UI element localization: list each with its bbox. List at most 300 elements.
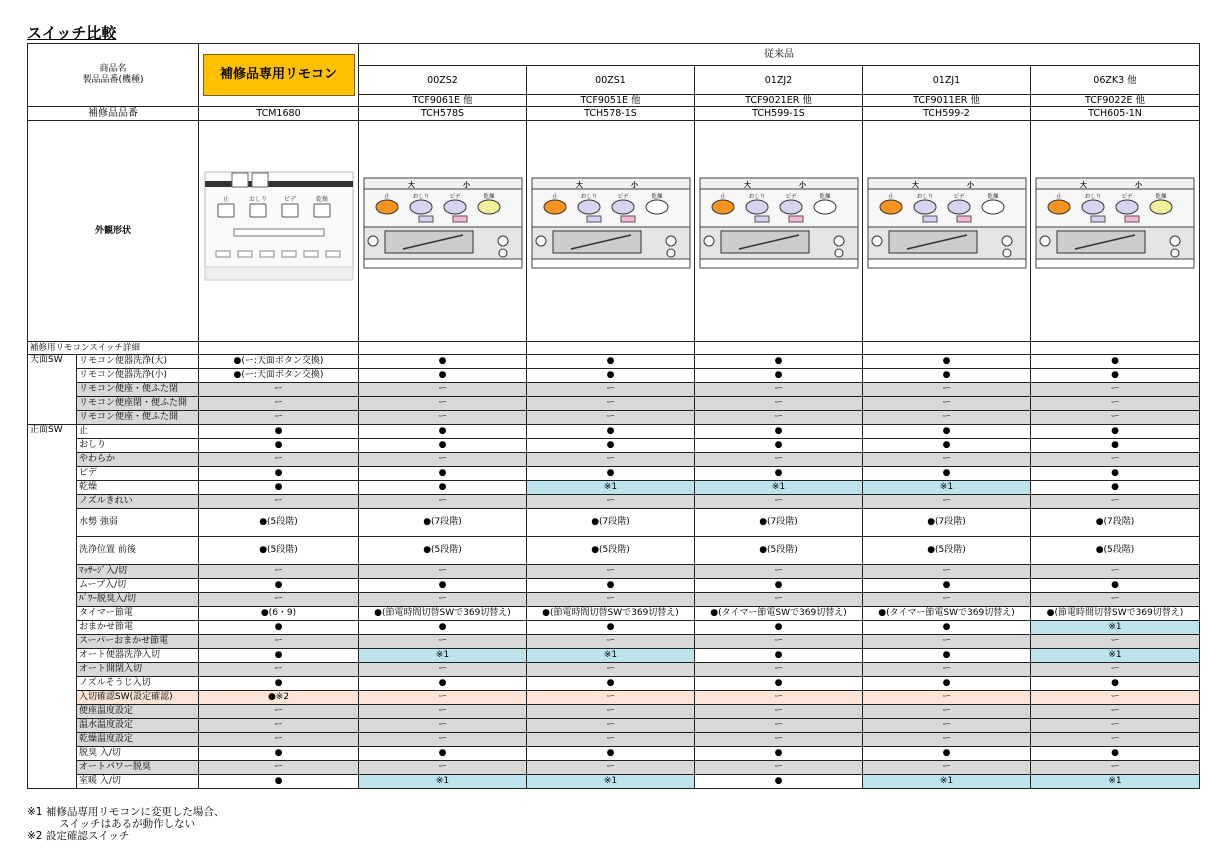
section-label [28, 747, 77, 761]
model-name: 01ZJ2 [695, 66, 863, 95]
feature-value: ー [1031, 705, 1200, 719]
feature-value: ー [863, 663, 1031, 677]
footnotes [27, 806, 224, 842]
feature-value: ●(タイマー節電SWで369切替え) [863, 607, 1031, 621]
feature-value: ー [527, 383, 695, 397]
switch-comparison-table [27, 43, 1200, 789]
feature-label: 脱臭 入/切 [77, 747, 199, 761]
feature-value: ー [359, 397, 527, 411]
feature-value: ー [1031, 719, 1200, 733]
feature-value: ー [863, 495, 1031, 509]
feature-value: ● [359, 481, 527, 495]
feature-value: ● [1031, 481, 1200, 495]
product-number: TCF9051E 他 [527, 95, 695, 107]
conventional-remote-appearance [1031, 121, 1200, 342]
section-label [28, 439, 77, 453]
feature-value: ー [527, 635, 695, 649]
svg-text:乾燥: 乾燥 [482, 194, 495, 200]
feature-value: ー [199, 383, 359, 397]
table-row [28, 495, 1200, 509]
feature-label: スーパーおまかせ節電 [77, 635, 199, 649]
feature-value: ー [359, 495, 527, 509]
feature-label: リモコン便器洗浄(小) [77, 369, 199, 383]
section-label [28, 397, 77, 411]
svg-text:小: 小 [630, 181, 638, 189]
feature-value: ● [863, 747, 1031, 761]
conventional-remote-appearance [695, 121, 863, 342]
table-row [28, 677, 1200, 691]
feature-value: ● [199, 439, 359, 453]
feature-value: ー [863, 761, 1031, 775]
feature-value: ー [863, 705, 1031, 719]
svg-text:止: 止 [383, 194, 390, 200]
feature-value: ● [199, 649, 359, 663]
feature-value: ー [1031, 593, 1200, 607]
feature-value: ー [695, 593, 863, 607]
svg-text:止: 止 [551, 194, 558, 200]
feature-label: 乾燥 [77, 481, 199, 495]
feature-value: ー [695, 453, 863, 467]
section-label [28, 775, 77, 789]
repair-number: TCH578S [359, 107, 527, 121]
feature-value: ● [199, 677, 359, 691]
svg-text:乾燥: 乾燥 [315, 196, 328, 203]
feature-value: ● [695, 621, 863, 635]
feature-value: ● [695, 775, 863, 789]
feature-value: ● [1031, 579, 1200, 593]
feature-value: ー [1031, 761, 1200, 775]
feature-value: ー [359, 691, 527, 705]
table-row [28, 481, 1200, 495]
feature-label: おしり [77, 439, 199, 453]
feature-value: ※1 [1031, 621, 1200, 635]
svg-text:おしり: おしり [412, 194, 429, 200]
feature-value: ●(7段階) [695, 509, 863, 537]
feature-value: ● [359, 467, 527, 481]
feature-value: ● [199, 775, 359, 789]
feature-value: ● [527, 369, 695, 383]
svg-text:小: 小 [1135, 181, 1142, 189]
feature-value: ー [1031, 383, 1200, 397]
feature-value: ● [359, 677, 527, 691]
feature-value: ー [1031, 411, 1200, 425]
feature-label: オート開閉入切 [77, 663, 199, 677]
feature-value: ー [527, 761, 695, 775]
table-row [28, 453, 1200, 467]
section-label [28, 537, 77, 565]
feature-value: ※1 [527, 649, 695, 663]
svg-text:止: 止 [719, 194, 726, 200]
feature-value: ● [527, 355, 695, 369]
feature-value: ● [695, 649, 863, 663]
section-label [28, 453, 77, 467]
feature-value: ー [527, 495, 695, 509]
feature-value: ●(7段階) [527, 509, 695, 537]
table-row [28, 649, 1200, 663]
feature-value: ※1 [863, 481, 1031, 495]
feature-label: リモコン便座・便ふた開 [77, 411, 199, 425]
feature-label: ﾏｯｻｰｼﾞ入/切 [77, 565, 199, 579]
product-number: TCF9021ER 他 [695, 95, 863, 107]
table-row [28, 733, 1200, 747]
page-title: スイッチ比較 [27, 24, 117, 42]
footnote-1-line1: ※1 補修品専用リモコンに変更した場合、 [27, 806, 225, 818]
feature-value: ー [863, 635, 1031, 649]
feature-value: ● [199, 467, 359, 481]
section-label [28, 761, 77, 775]
feature-value: ● [863, 621, 1031, 635]
feature-value: ● [863, 579, 1031, 593]
feature-value: ● [527, 425, 695, 439]
feature-value: ー [1031, 733, 1200, 747]
section-label [28, 481, 77, 495]
footnote-2: ※2 設定確認スイッチ [27, 830, 130, 842]
svg-text:おしり: おしり [580, 194, 597, 200]
feature-label: リモコン便座閉・便ふた開 [77, 397, 199, 411]
feature-value: ー [695, 383, 863, 397]
conventional-remote-image [867, 177, 1027, 269]
feature-value: ー [695, 495, 863, 509]
feature-value: ● [695, 369, 863, 383]
feature-value: ●(節電時間切替SWで369切替え) [1031, 607, 1200, 621]
feature-value: ー [359, 761, 527, 775]
svg-text:おしり: おしり [248, 196, 267, 203]
feature-value: ー [863, 719, 1031, 733]
feature-value: ● [359, 621, 527, 635]
feature-value: ● [863, 439, 1031, 453]
svg-text:止: 止 [1056, 194, 1062, 200]
feature-value: ー [359, 733, 527, 747]
feature-value: ※1 [359, 649, 527, 663]
feature-value: ●(ー:天面ボタン交換) [199, 369, 359, 383]
svg-text:乾燥: 乾燥 [986, 194, 999, 200]
section-label: 正面SW [28, 425, 77, 439]
feature-value: ● [527, 747, 695, 761]
feature-value: ● [527, 579, 695, 593]
feature-value: ー [1031, 397, 1200, 411]
section-label [28, 495, 77, 509]
footnote-1-line2: スイッチはあるが動作しない [59, 818, 196, 830]
model-name: 00ZS2 [359, 66, 527, 95]
feature-value: ※1 [863, 775, 1031, 789]
feature-value: ●(節電時間切替SWで369切替え) [359, 607, 527, 621]
model-name: 00ZS1 [527, 66, 695, 95]
svg-text:小: 小 [462, 181, 470, 189]
svg-text:ビデ: ビデ [616, 194, 629, 200]
feature-value: ●(7段階) [1031, 509, 1200, 537]
feature-value: ● [199, 621, 359, 635]
svg-text:おしり: おしり [916, 194, 933, 200]
svg-text:大: 大 [407, 181, 415, 189]
feature-value: ※1 [695, 481, 863, 495]
table-row [28, 719, 1200, 733]
conventional-remote-appearance [863, 121, 1031, 342]
svg-text:止: 止 [887, 194, 894, 200]
table-row [28, 425, 1200, 439]
feature-value: ● [199, 747, 359, 761]
product-number: TCF9011ER 他 [863, 95, 1031, 107]
section-label [28, 635, 77, 649]
feature-value: ● [695, 425, 863, 439]
feature-value: ●(タイマー節電SWで369切替え) [695, 607, 863, 621]
table-row [28, 369, 1200, 383]
svg-text:止: 止 [222, 196, 229, 203]
table-row [28, 579, 1200, 593]
feature-value: ● [695, 439, 863, 453]
svg-text:大: 大 [911, 181, 919, 189]
feature-value: ● [199, 481, 359, 495]
section-label [28, 369, 77, 383]
feature-label: 乾燥温度設定 [77, 733, 199, 747]
feature-value: ー [695, 733, 863, 747]
feature-value: ※1 [1031, 775, 1200, 789]
table-row [28, 397, 1200, 411]
feature-label: オート便器洗浄入切 [77, 649, 199, 663]
feature-value: ー [199, 733, 359, 747]
feature-value: ● [863, 649, 1031, 663]
conventional-remote-image [1035, 177, 1195, 269]
feature-label: 温水温度設定 [77, 719, 199, 733]
feature-label: タイマー節電 [77, 607, 199, 621]
section-label [28, 719, 77, 733]
svg-text:ビデ: ビデ [283, 196, 296, 203]
feature-value: ● [359, 425, 527, 439]
feature-value: ● [359, 579, 527, 593]
feature-value: ● [359, 369, 527, 383]
section-label [28, 649, 77, 663]
feature-value: ー [199, 635, 359, 649]
section-label [28, 663, 77, 677]
feature-value: ● [1031, 439, 1200, 453]
feature-label: やわらか [77, 453, 199, 467]
feature-value: ●(7段階) [359, 509, 527, 537]
svg-text:小: 小 [798, 181, 806, 189]
feature-value: ー [695, 565, 863, 579]
section-label [28, 411, 77, 425]
section-label [28, 607, 77, 621]
feature-value: ー [695, 663, 863, 677]
table-row [28, 411, 1200, 425]
repair-number: TCH578-1S [527, 107, 695, 121]
feature-value: ● [863, 369, 1031, 383]
feature-value: ー [199, 495, 359, 509]
section-label [28, 509, 77, 537]
section-label [28, 565, 77, 579]
product-label-line2: 製品品番(機種) [82, 75, 144, 85]
feature-value: ● [359, 747, 527, 761]
table-row [28, 537, 1200, 565]
special-remote-cell [199, 44, 359, 107]
feature-value: ●(5段階) [527, 537, 695, 565]
table-row [28, 775, 1200, 789]
feature-value: ● [359, 439, 527, 453]
detail-header: 補修用リモコンスイッチ詳細 [28, 342, 199, 355]
feature-value: ー [359, 383, 527, 397]
special-remote-appearance [199, 121, 359, 342]
feature-value: ●(5段階) [199, 509, 359, 537]
feature-label: 入切確認SW(設定確認) [77, 691, 199, 705]
feature-value: ー [527, 719, 695, 733]
svg-text:ビデ: ビデ [1121, 194, 1133, 200]
svg-text:大: 大 [743, 181, 751, 189]
table-row [28, 383, 1200, 397]
svg-text:おしり: おしり [748, 194, 765, 200]
feature-value: ー [863, 411, 1031, 425]
feature-value: ー [695, 719, 863, 733]
table-row [28, 509, 1200, 537]
feature-value: ●(5段階) [1031, 537, 1200, 565]
feature-value: ●(ー:天面ボタン交換) [199, 355, 359, 369]
feature-value: ● [359, 355, 527, 369]
section-label [28, 593, 77, 607]
conventional-header: 従来品 [359, 44, 1200, 66]
feature-value: ● [199, 425, 359, 439]
table-row [28, 593, 1200, 607]
model-name: 01ZJ1 [863, 66, 1031, 95]
table-row [28, 691, 1200, 705]
section-label [28, 579, 77, 593]
feature-value: ー [863, 565, 1031, 579]
feature-value: ● [527, 439, 695, 453]
conventional-remote-image [531, 177, 691, 269]
feature-value: ー [1031, 565, 1200, 579]
feature-label: ﾊﾟﾜｰ脱臭入/切 [77, 593, 199, 607]
section-label: 天面SW [28, 355, 77, 369]
repair-number: TCM1680 [199, 107, 359, 121]
table-row [28, 663, 1200, 677]
svg-text:大: 大 [1080, 181, 1087, 189]
feature-value: ● [863, 355, 1031, 369]
table-row [28, 705, 1200, 719]
feature-value: ※1 [527, 775, 695, 789]
feature-value: ● [695, 355, 863, 369]
feature-value: ー [1031, 663, 1200, 677]
feature-value: ー [1031, 635, 1200, 649]
conventional-remote-image [363, 177, 523, 269]
feature-value: ー [199, 411, 359, 425]
feature-label: ノズルきれい [77, 495, 199, 509]
svg-text:乾燥: 乾燥 [650, 194, 663, 200]
feature-value: ー [527, 691, 695, 705]
feature-value: ● [695, 677, 863, 691]
product-name-header [28, 44, 199, 107]
feature-value: ー [527, 663, 695, 677]
feature-label: 便座温度設定 [77, 705, 199, 719]
feature-label: 洗浄位置 前後 [77, 537, 199, 565]
table-row [28, 761, 1200, 775]
feature-label: リモコン便座・便ふた閉 [77, 383, 199, 397]
feature-value: ー [199, 761, 359, 775]
feature-value: ー [863, 733, 1031, 747]
section-label [28, 733, 77, 747]
feature-value: ー [527, 565, 695, 579]
feature-value: ※1 [359, 775, 527, 789]
feature-value: ー [1031, 453, 1200, 467]
section-label [28, 621, 77, 635]
feature-value: ●(5段階) [863, 537, 1031, 565]
feature-value: ● [695, 579, 863, 593]
feature-label: 室暖 入/切 [77, 775, 199, 789]
product-number: TCF9022E 他 [1031, 95, 1200, 107]
feature-value: ※1 [1031, 649, 1200, 663]
feature-value: ● [527, 677, 695, 691]
svg-text:ビデ: ビデ [784, 194, 797, 200]
table-row [28, 467, 1200, 481]
repair-number: TCH599-2 [863, 107, 1031, 121]
feature-value: ー [359, 705, 527, 719]
feature-value: ● [1031, 677, 1200, 691]
feature-value: ※1 [527, 481, 695, 495]
feature-value: ー [695, 397, 863, 411]
feature-value: ー [199, 593, 359, 607]
feature-value: ー [359, 593, 527, 607]
table-row [28, 439, 1200, 453]
feature-value: ●(5段階) [199, 537, 359, 565]
svg-text:乾燥: 乾燥 [1155, 194, 1167, 200]
table-row [28, 565, 1200, 579]
svg-text:大: 大 [575, 181, 583, 189]
repair-number-label: 補修品品番 [28, 107, 199, 121]
section-label [28, 691, 77, 705]
special-remote-image [204, 171, 354, 281]
feature-value: ● [1031, 369, 1200, 383]
feature-value: ● [1031, 747, 1200, 761]
feature-value: ー [527, 397, 695, 411]
feature-value: ー [1031, 495, 1200, 509]
table-row [28, 621, 1200, 635]
product-number: TCF9061E 他 [359, 95, 527, 107]
feature-value: ー [1031, 691, 1200, 705]
feature-value: ●(5段階) [359, 537, 527, 565]
feature-value: ー [359, 719, 527, 733]
conventional-remote-appearance [527, 121, 695, 342]
feature-value: ●(節電時間切替SWで369切替え) [527, 607, 695, 621]
feature-value: ー [863, 453, 1031, 467]
feature-value: ー [199, 565, 359, 579]
feature-label: ムーブ入/切 [77, 579, 199, 593]
feature-value: ●※2 [199, 691, 359, 705]
special-remote-badge: 補修品専用リモコン [203, 54, 355, 96]
feature-value: ー [863, 691, 1031, 705]
feature-value: ー [199, 453, 359, 467]
feature-value: ● [695, 467, 863, 481]
feature-value: ● [863, 425, 1031, 439]
svg-text:おしり: おしり [1084, 194, 1102, 200]
feature-value: ー [863, 593, 1031, 607]
feature-label: おまかせ節電 [77, 621, 199, 635]
section-label [28, 467, 77, 481]
feature-value: ー [695, 635, 863, 649]
feature-label: オートパワー脱臭 [77, 761, 199, 775]
feature-value: ●(7段階) [863, 509, 1031, 537]
feature-value: ー [359, 663, 527, 677]
feature-value: ● [527, 621, 695, 635]
table-row [28, 635, 1200, 649]
feature-value: ● [527, 467, 695, 481]
repair-number: TCH599-1S [695, 107, 863, 121]
section-label [28, 705, 77, 719]
feature-value: ー [359, 411, 527, 425]
feature-value: ● [695, 747, 863, 761]
feature-value: ー [863, 397, 1031, 411]
feature-value: ー [695, 761, 863, 775]
svg-text:小: 小 [966, 181, 974, 189]
feature-value: ー [359, 635, 527, 649]
appearance-label: 外観形状 [28, 121, 199, 342]
feature-value: ●(5段階) [695, 537, 863, 565]
section-label [28, 383, 77, 397]
table-row [28, 747, 1200, 761]
